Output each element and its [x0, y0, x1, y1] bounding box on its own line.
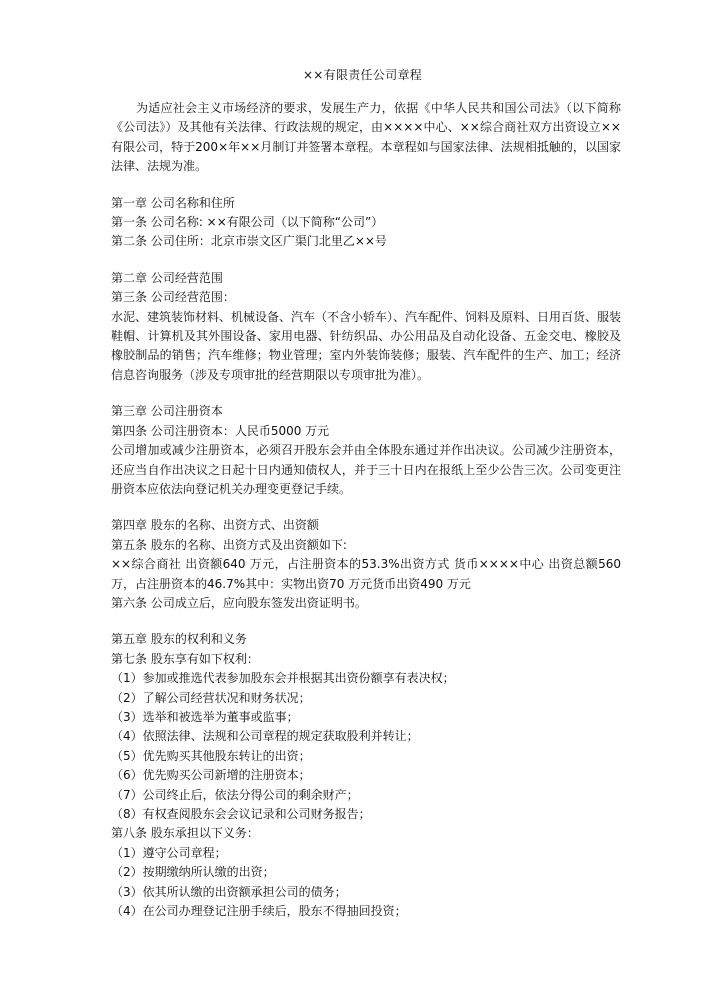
- duties-item: （1）遵守公司章程；: [111, 845, 227, 860]
- registered-capital-paragraph: 公司增加或减少注册资本，必须召开股东会并由全体股东通过并作出决议。公司减少注册资本，还应当自作出决议之日起十日内通知债权人，并于三十日内在报纸上至少公告三次。公司变更注册资本应依法向登记机关办理变更登记手续。: [111, 443, 621, 496]
- intro-paragraph: 为适应社会主义市场经济的要求，发展生产力，依据《中华人民共和国公司法》（以下简称《公司法》）及其他有关法律、行政法规的规定，由××××中心、××综合商社双方出资设立××有限公司，特于200×年××月制订并签署本章程。本章程如与国家法律、法规相抵触的，以国家法律、法规为准。: [111, 101, 621, 174]
- duties-item: （2）按期缴纳所认缴的出资；: [111, 865, 275, 880]
- article-5: 第五条 股东的名称、出资方式及出资额如下:: [111, 537, 347, 552]
- article-6: 第六条 公司成立后，应向股东签发出资证明书。: [111, 595, 367, 610]
- rights-item: （7）公司终止后，依法分得公司的剩余财产；: [111, 787, 359, 802]
- article-4: 第四条 公司注册资本：人民币5000 万元: [111, 423, 330, 438]
- article-2: 第二条 公司住所：北京市崇文区广渠门北里乙××号: [111, 234, 387, 249]
- section-gap: [111, 613, 621, 630]
- section-gap: [111, 499, 621, 516]
- chapter-1-heading: 第一章 公司名称和住所: [111, 195, 235, 210]
- rights-item: （6）优先购买公司新增的注册资本；: [111, 768, 311, 783]
- rights-item: （1）参加或推选代表参加股东会并根据其出资份额享有表决权；: [111, 671, 455, 686]
- rights-item: （5）优先购买其他股东转让的出资；: [111, 748, 311, 763]
- chapter-4-heading: 第四章 股东的名称、出资方式、出资额: [111, 518, 319, 533]
- business-scope-paragraph: 水泥、建筑装饰材料、机械设备、汽车（不含小轿车）、汽车配件、饲料及原料、日用百货、服装鞋帽、计算机及其外围设备、家用电器、针纺织品、办公用品及自动化设备、五金交电、橡胶及橡胶制品的销售；汽车维修；物业管理；室内外装饰装修；服装、汽车配件的生产、加工；经济信息咨询服务（涉及专项审批的经营期限以专项审批为准）。: [111, 309, 622, 382]
- article-1: 第一条 公司名称: ××有限公司（以下简称“公司”）: [111, 215, 384, 230]
- article-7: 第七条 股东享有如下权利：: [111, 651, 259, 666]
- section-gap: [111, 252, 621, 269]
- rights-item: （3）选举和被选举为董事或监事；: [111, 709, 299, 724]
- chapter-3-heading: 第三章 公司注册资本: [111, 404, 223, 419]
- chapter-2-heading: 第二章 公司经营范围: [111, 270, 223, 285]
- chapter-5-heading: 第五章 股东的权利和义务: [111, 632, 247, 647]
- article-3: 第三条 公司经营范围：: [111, 290, 235, 305]
- section-gap: [111, 385, 621, 402]
- contribution-paragraph: ××综合商社 出资额640 万元，占注册资本的53.3%出资方式 货币××××中心 出资总额560万，占注册资本的46.7%其中：实物出资70 万元货币出资490 万元: [111, 557, 621, 591]
- section-gap: [111, 177, 621, 194]
- article-8: 第八条 股东承担以下义务：: [111, 826, 259, 841]
- document-title: ××有限责任公司章程: [302, 68, 423, 82]
- duties-item: （4）在公司办理登记注册手续后，股东不得抽回投资；: [111, 904, 407, 919]
- rights-item: （4）依照法律、法规和公司章程的规定获取股利并转让；: [111, 729, 419, 744]
- document-body: [111, 99, 621, 921]
- rights-item: （2）了解公司经营状况和财务状况；: [111, 690, 311, 705]
- duties-item: （3）依其所认缴的出资额承担公司的债务；: [111, 884, 347, 899]
- rights-item: （8）有权查阅股东会会议记录和公司财务报告；: [111, 807, 371, 821]
